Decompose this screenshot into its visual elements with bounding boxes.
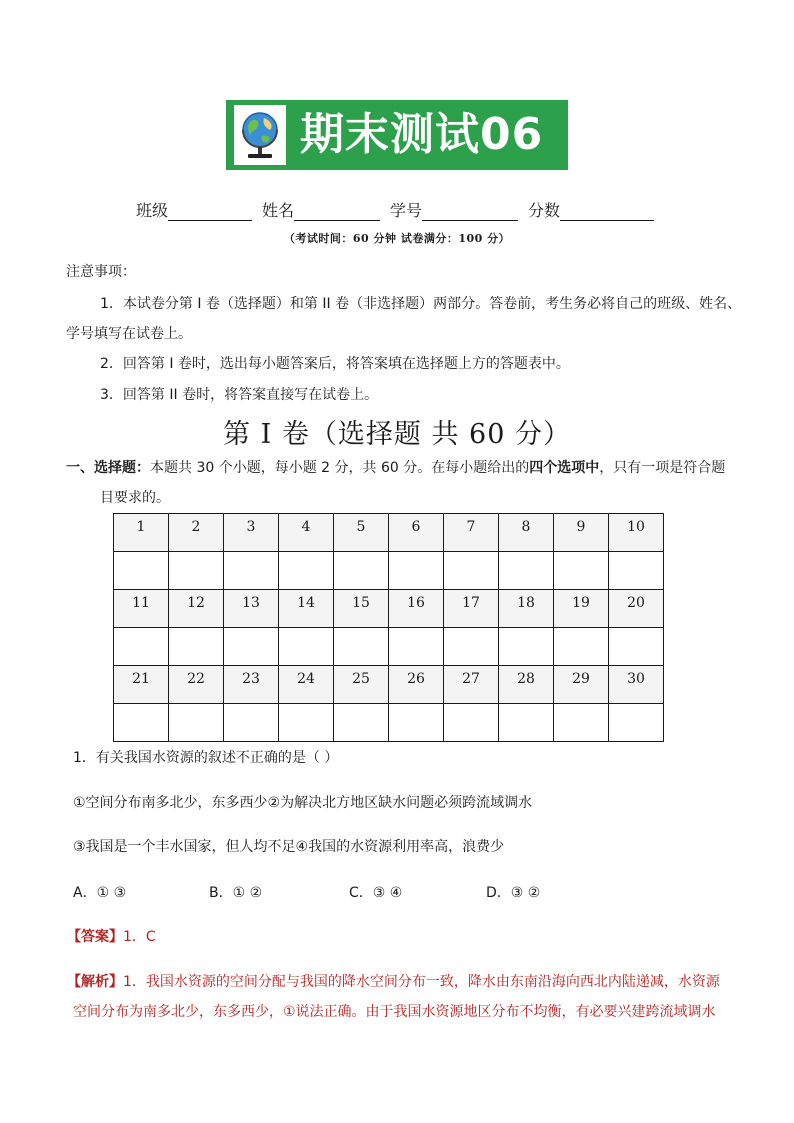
answer-cell[interactable]	[114, 628, 169, 666]
note-item-1-cont: 学号填写在试卷上。	[66, 326, 192, 342]
grid-number: 21	[114, 666, 169, 704]
answer-cell[interactable]	[279, 628, 334, 666]
grid-answer-row	[114, 704, 664, 742]
answer-cell[interactable]	[389, 704, 444, 742]
grid-answer-row	[114, 628, 664, 666]
grid-number: 19	[554, 590, 609, 628]
answer-tag: 【答案】	[67, 929, 123, 945]
grid-number: 8	[499, 514, 554, 552]
note-item-3: 3．回答第 II 卷时，将答案直接写在试卷上。	[100, 387, 379, 403]
answer-cell[interactable]	[554, 704, 609, 742]
answer-cell[interactable]	[279, 552, 334, 590]
grid-number: 2	[169, 514, 224, 552]
answer-cell[interactable]	[169, 704, 224, 742]
answer-cell[interactable]	[114, 704, 169, 742]
grid-number: 24	[279, 666, 334, 704]
answer-cell[interactable]	[499, 552, 554, 590]
grid-number: 28	[499, 666, 554, 704]
answer-line	[67, 927, 156, 947]
note-item-1: 1．本试卷分第 I 卷（选择题）和第 II 卷（非选择题）两部分。答卷前，考生务必将自己的班级、姓名、	[100, 296, 742, 312]
grid-number: 23	[224, 666, 279, 704]
grid-number: 7	[444, 514, 499, 552]
grid-number: 1	[114, 514, 169, 552]
notes-heading: 注意事项：	[66, 264, 136, 280]
answer-cell[interactable]	[444, 628, 499, 666]
grid-number: 25	[334, 666, 389, 704]
question-1-stem: 1．有关我国水资源的叙述不正确的是（ ）	[73, 750, 339, 766]
answer-cell[interactable]	[444, 552, 499, 590]
grid-number: 18	[499, 590, 554, 628]
answer-cell[interactable]	[389, 552, 444, 590]
title-banner	[226, 100, 568, 170]
answer-grid	[113, 513, 664, 742]
grid-number: 5	[334, 514, 389, 552]
answer-cell[interactable]	[609, 704, 664, 742]
answer-cell[interactable]	[279, 704, 334, 742]
analysis-tag: 【解析】	[67, 974, 123, 990]
grid-number: 3	[224, 514, 279, 552]
question-1-statements-b: ③我国是一个丰水国家，但人均不足④我国的水资源利用率高，浪费少	[73, 839, 505, 855]
analysis-line-1	[67, 972, 720, 992]
score-label: 分数	[528, 201, 561, 220]
answer-cell[interactable]	[224, 628, 279, 666]
score-blank[interactable]	[560, 202, 654, 221]
grid-number: 12	[169, 590, 224, 628]
id-label: 学号	[390, 201, 423, 220]
answer-cell[interactable]	[169, 552, 224, 590]
answer-value: 1．C	[123, 929, 156, 945]
instr-mid1: 本题共 30 个小题，每小题 2 分，共 60 分。在每小题给出的	[150, 460, 530, 476]
answer-cell[interactable]	[609, 628, 664, 666]
instr-mid2: ，只有一项是符合题	[599, 460, 726, 476]
grid-number-row	[114, 514, 664, 552]
class-label: 班级	[136, 201, 169, 220]
note-item-2: 2．回答第 I 卷时，选出每小题答案后，将答案填在选择题上方的答题表中。	[100, 356, 570, 372]
grid-number: 29	[554, 666, 609, 704]
analysis-line-2: 空间分布为南多北少，东多西少，①说法正确。由于我国水资源地区分布不均衡，有必要兴建跨流域调水	[73, 1004, 716, 1020]
answer-cell[interactable]	[334, 552, 389, 590]
answer-cell[interactable]	[499, 704, 554, 742]
section-title: 第 I 卷（选择题 共 60 分）	[223, 419, 571, 450]
grid-number: 15	[334, 590, 389, 628]
answer-cell[interactable]	[224, 552, 279, 590]
page-title: 期末测试06	[300, 109, 544, 160]
option-b[interactable]: B．① ②	[209, 885, 263, 901]
analysis-text-1: 1．我国水资源的空间分配与我国的降水空间分布一致，降水由东南沿海向西北内陆递减，水资源	[123, 974, 720, 990]
grid-number: 13	[224, 590, 279, 628]
answer-cell[interactable]	[554, 552, 609, 590]
answer-cell[interactable]	[499, 628, 554, 666]
grid-number: 9	[554, 514, 609, 552]
globe-icon	[234, 105, 286, 165]
answer-cell[interactable]	[224, 704, 279, 742]
answer-cell[interactable]	[389, 628, 444, 666]
grid-number: 14	[279, 590, 334, 628]
option-c[interactable]: C．③ ④	[349, 885, 403, 901]
id-blank[interactable]	[422, 202, 518, 221]
grid-number: 11	[114, 590, 169, 628]
grid-number-row	[114, 590, 664, 628]
grid-number: 17	[444, 590, 499, 628]
answer-cell[interactable]	[114, 552, 169, 590]
section-instructions	[66, 458, 725, 478]
grid-answer-row	[114, 552, 664, 590]
grid-number-row	[114, 666, 664, 704]
grid-number: 4	[279, 514, 334, 552]
name-blank[interactable]	[294, 202, 380, 221]
instr-bold: 四个选项中	[529, 460, 600, 476]
section-instructions-cont: 目要求的。	[100, 490, 170, 506]
answer-cell[interactable]	[334, 704, 389, 742]
grid-number: 10	[609, 514, 664, 552]
option-d[interactable]: D．③ ②	[486, 885, 541, 901]
class-blank[interactable]	[168, 202, 252, 221]
grid-number: 27	[444, 666, 499, 704]
grid-number: 16	[389, 590, 444, 628]
grid-number: 20	[609, 590, 664, 628]
answer-cell[interactable]	[609, 552, 664, 590]
question-1-statements-a: ①空间分布南多北少，东多西少②为解决北方地区缺水问题必须跨流域调水	[73, 795, 533, 811]
student-info-line	[136, 195, 696, 221]
answer-cell[interactable]	[554, 628, 609, 666]
grid-number: 30	[609, 666, 664, 704]
grid-number: 6	[389, 514, 444, 552]
instr-prefix: 一、选择题：	[66, 460, 150, 476]
answer-cell[interactable]	[444, 704, 499, 742]
option-a[interactable]: A．① ③	[73, 885, 127, 901]
grid-number: 22	[169, 666, 224, 704]
answer-cell[interactable]	[169, 628, 224, 666]
name-label: 姓名	[262, 201, 295, 220]
exam-meta: （考试时间：60 分钟 试卷满分：100 分）	[283, 232, 511, 245]
answer-cell[interactable]	[334, 628, 389, 666]
grid-number: 26	[389, 666, 444, 704]
